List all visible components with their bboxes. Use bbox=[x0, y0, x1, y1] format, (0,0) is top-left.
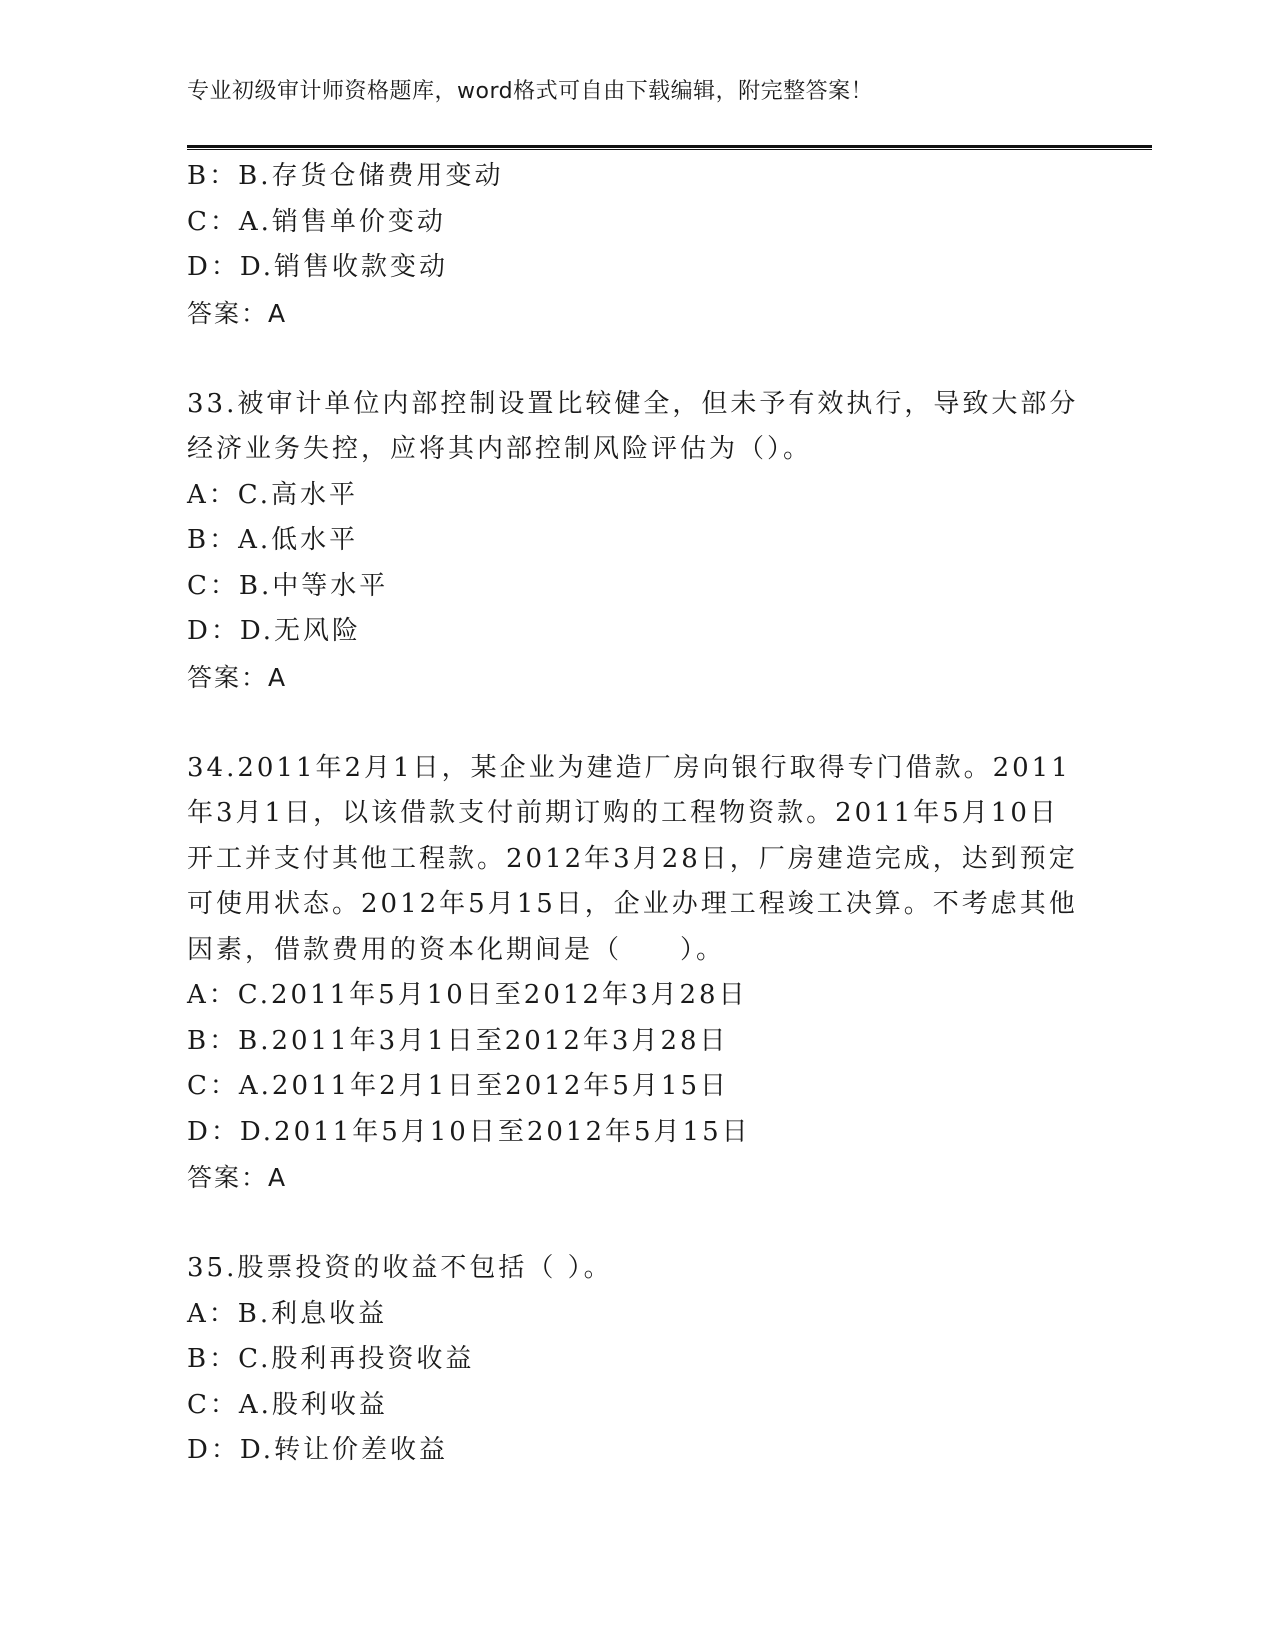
spacer bbox=[187, 1201, 1087, 1247]
question-32-tail bbox=[187, 154, 1087, 336]
answer: 答案：A bbox=[187, 662, 288, 692]
option-b: B：A.低水平 bbox=[187, 525, 359, 555]
spacer bbox=[187, 336, 1087, 382]
option-c: C：B.中等水平 bbox=[187, 570, 389, 601]
question-stem-line: 34.2011年2月1日，某企业为建造厂房向银行取得专门借款。2011 bbox=[187, 752, 1071, 783]
option-b: B：B.存货仓储费用变动 bbox=[187, 161, 504, 191]
option-d: D：D.无风险 bbox=[187, 616, 362, 646]
question-stem-line: 可使用状态。2012年5月15日，企业办理工程竣工决算。不考虑其他 bbox=[187, 889, 1078, 919]
header-divider bbox=[187, 145, 1152, 150]
question-stem-line: 35.股票投资的收益不包括（ ）。 bbox=[187, 1253, 613, 1283]
option-d: D：D.2011年5月10日至2012年5月15日 bbox=[187, 1116, 751, 1147]
option-c: C：A.销售单价变动 bbox=[187, 206, 446, 237]
option-d: D：D.销售收款变动 bbox=[187, 252, 449, 282]
option-a: A：B.利息收益 bbox=[187, 1298, 388, 1329]
question-stem-line: 年3月1日，以该借款支付前期订购的工程物资款。2011年5月10日 bbox=[187, 798, 1059, 828]
answer: 答案：A bbox=[187, 1163, 288, 1192]
question-stem-line: 开工并支付其他工程款。2012年3月28日，厂房建造完成，达到预定 bbox=[187, 843, 1078, 874]
question-33 bbox=[187, 382, 1087, 701]
option-c: C：A.2011年2月1日至2012年5月15日 bbox=[187, 1071, 729, 1101]
question-stem-line: 因素，借款费用的资本化期间是（ ）。 bbox=[187, 934, 726, 965]
option-b: B：C.股利再投资收益 bbox=[187, 1344, 475, 1374]
answer: 答案：A bbox=[187, 298, 288, 328]
option-a: A：C.2011年5月10日至2012年3月28日 bbox=[187, 980, 748, 1010]
option-b: B：B.2011年3月1日至2012年3月28日 bbox=[187, 1025, 729, 1056]
option-c: C：A.股利收益 bbox=[187, 1389, 388, 1420]
page-header: 专业初级审计师资格题库，word格式可自由下载编辑，附完整答案！ bbox=[187, 79, 874, 104]
question-35 bbox=[187, 1246, 1087, 1474]
question-34 bbox=[187, 746, 1087, 1201]
question-stem-line: 经济业务失控，应将其内部控制风险评估为（）。 bbox=[187, 434, 813, 464]
option-d: D：D.转让价差收益 bbox=[187, 1435, 449, 1465]
option-a: A：C.高水平 bbox=[187, 479, 359, 510]
spacer bbox=[187, 700, 1087, 746]
question-stem-line: 33.被审计单位内部控制设置比较健全，但未予有效执行，导致大部分 bbox=[187, 388, 1079, 419]
question-content bbox=[187, 154, 1087, 1474]
